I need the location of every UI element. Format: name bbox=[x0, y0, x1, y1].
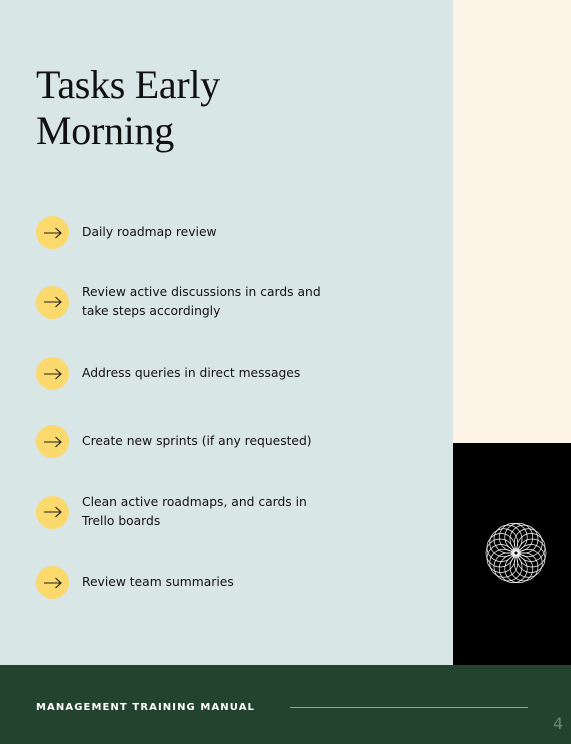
spirograph-icon bbox=[483, 520, 549, 586]
task-text: Daily roadmap review bbox=[82, 225, 217, 239]
page-title-line-1: Tasks Early bbox=[36, 62, 220, 107]
task-text: Review active discussions in cards and take steps accordingly bbox=[82, 285, 321, 318]
task-item bbox=[36, 493, 322, 531]
task-item bbox=[36, 357, 322, 390]
task-item bbox=[36, 283, 322, 321]
footer-divider bbox=[290, 707, 528, 708]
page-title-line-2: Morning bbox=[36, 108, 174, 153]
page-number: 4 bbox=[553, 714, 564, 733]
task-item bbox=[36, 566, 322, 599]
arrow-right-icon bbox=[36, 357, 69, 390]
arrow-right-icon bbox=[36, 496, 69, 529]
spirograph-ring bbox=[505, 523, 533, 551]
arrow-right-icon bbox=[36, 216, 69, 249]
side-black-block bbox=[453, 443, 571, 665]
task-item bbox=[36, 425, 322, 458]
spirograph-ring bbox=[487, 534, 515, 562]
task-item bbox=[36, 216, 322, 249]
arrow-right-icon bbox=[36, 425, 69, 458]
arrow-right-icon bbox=[36, 566, 69, 599]
task-text: Address queries in direct messages bbox=[82, 366, 301, 380]
task-text: Review team summaries bbox=[82, 575, 234, 589]
arrow-right-icon bbox=[36, 286, 69, 319]
side-cream-block bbox=[453, 0, 571, 443]
task-text: Clean active roadmaps, and cards in Trello boards bbox=[82, 495, 307, 528]
page-title bbox=[36, 62, 220, 154]
spirograph-ring bbox=[517, 534, 545, 562]
spirograph-ring bbox=[499, 523, 527, 551]
footer-bar bbox=[0, 665, 571, 744]
footer-label: MANAGEMENT TRAINING MANUAL bbox=[36, 702, 256, 713]
task-text: Create new sprints (if any requested) bbox=[82, 434, 312, 448]
